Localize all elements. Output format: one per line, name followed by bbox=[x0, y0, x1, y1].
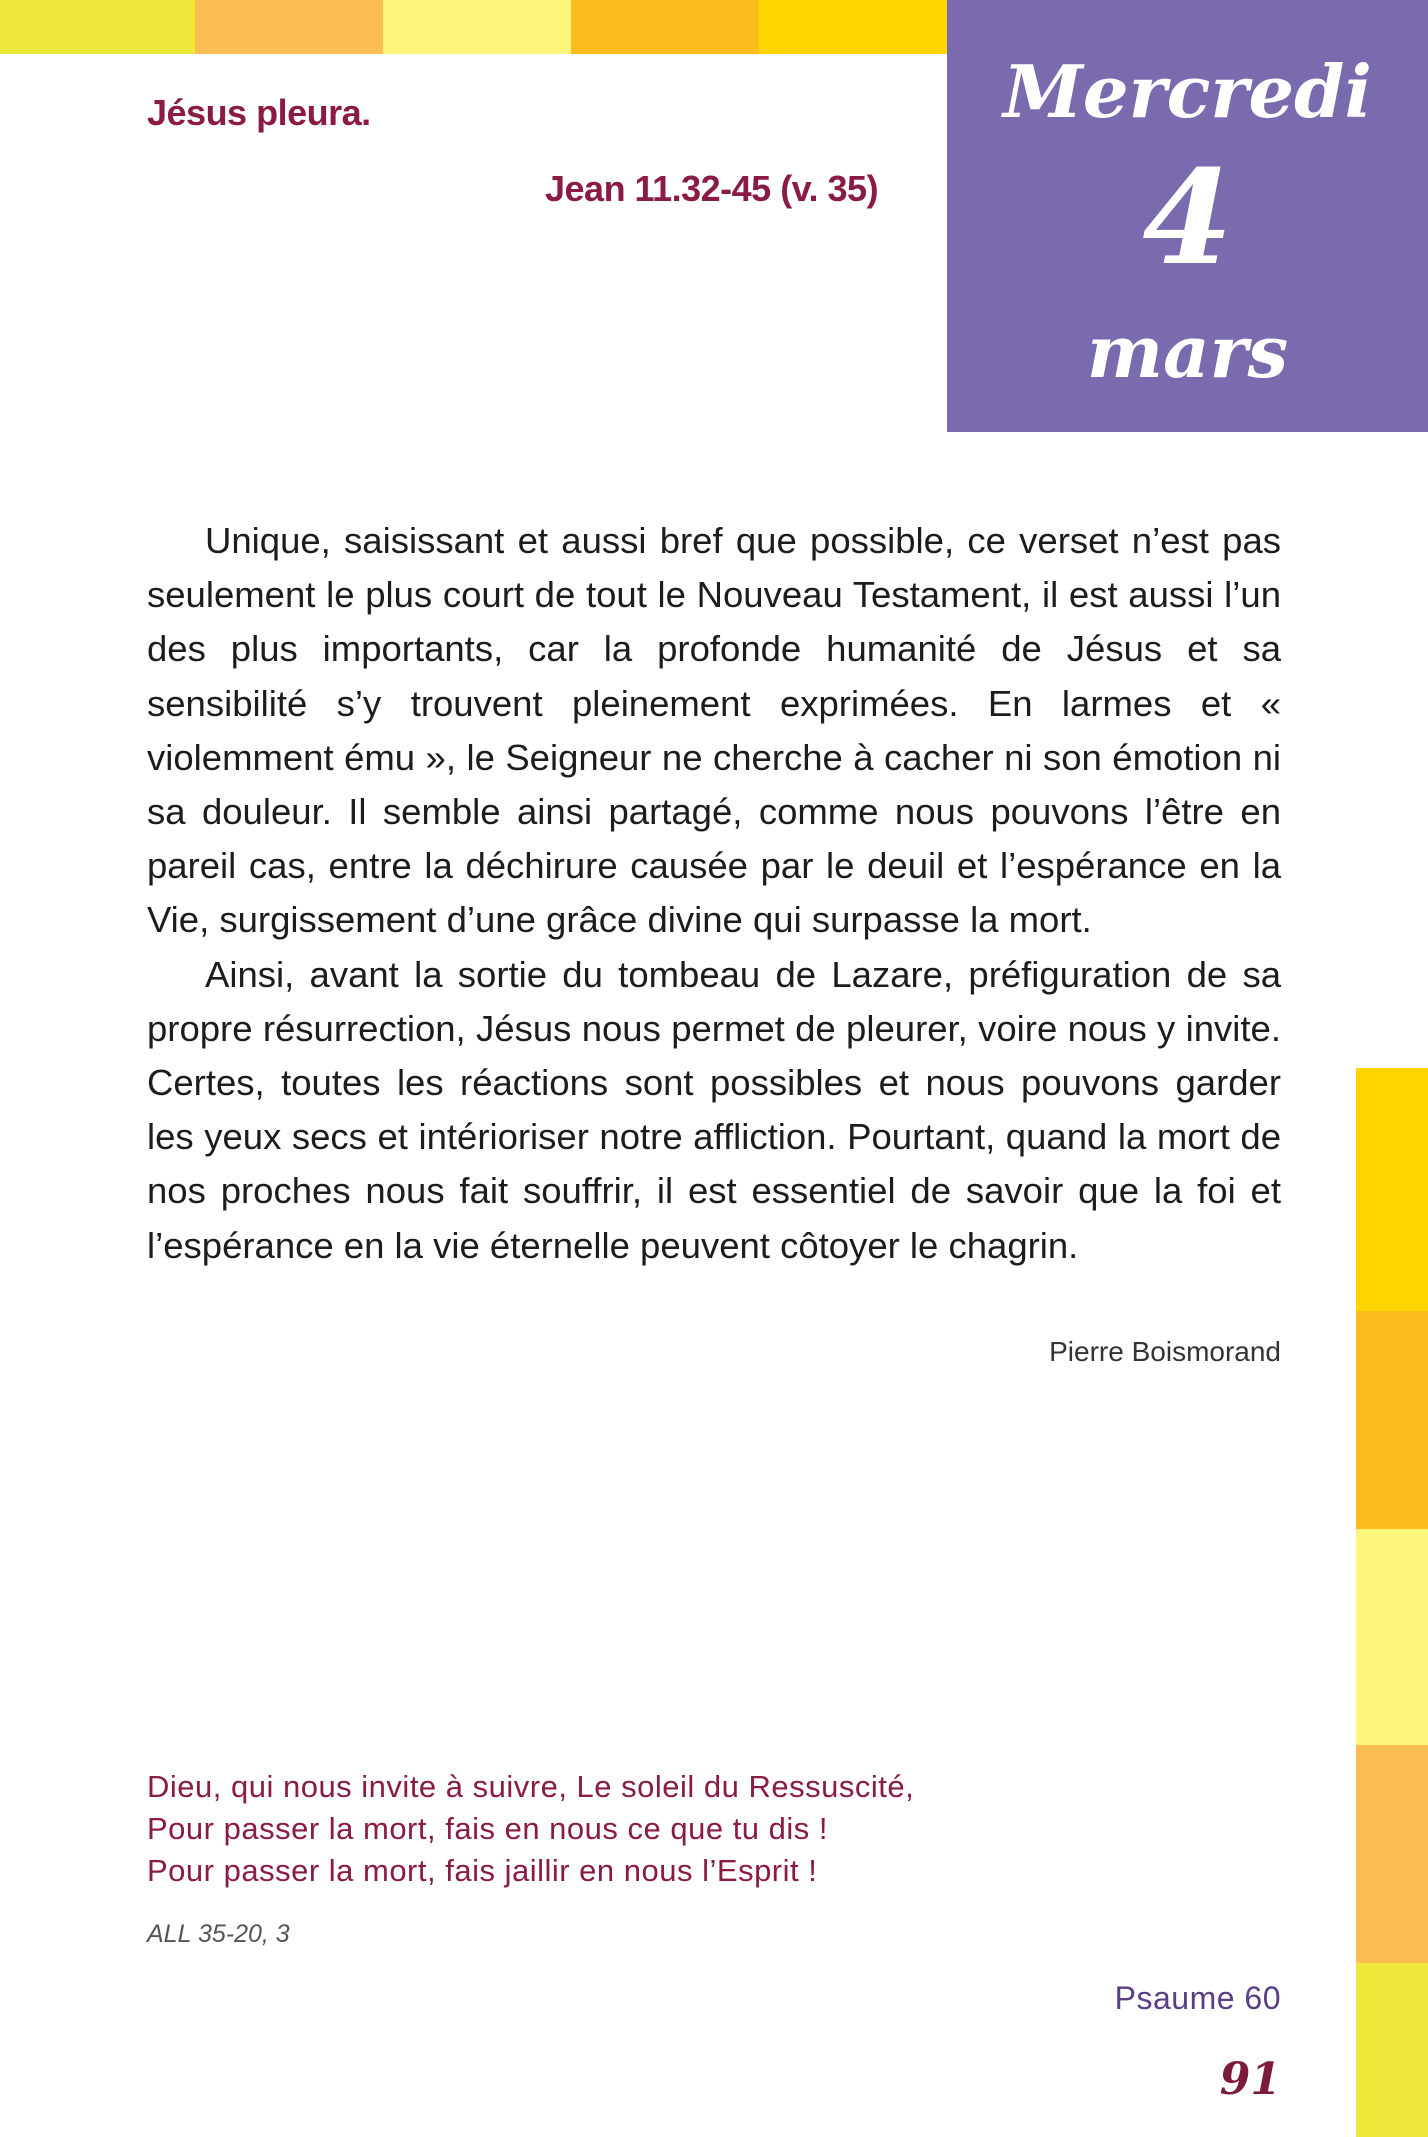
date-box bbox=[947, 0, 1428, 432]
date-month: mars bbox=[1086, 309, 1289, 394]
prayer-block bbox=[147, 1766, 914, 1892]
top-color-strip-3 bbox=[383, 0, 571, 54]
top-color-strip-2 bbox=[195, 0, 383, 54]
verse-text: Jésus pleura. bbox=[147, 92, 371, 133]
date-day: 4 bbox=[1142, 141, 1233, 294]
top-color-strip-1 bbox=[0, 0, 195, 54]
meditation-paragraph-2: Ainsi, avant la sortie du tombeau de Lazare, préfiguration de sa propre résurrection, Jésus nous permet de pleurer, voire nous y invite. Certes, toutes les réactions sont possibles et nous pouvons garder les yeux secs et intérioriser notre affliction. Pourtant, quand la mort de nos proches nous fait souffrir, il est essentiel de savoir que la foi et l’espérance en la vie éternelle peuvent côtoyer le chagrin. bbox=[147, 953, 1281, 1266]
side-color-strip-1 bbox=[1356, 1068, 1428, 1311]
meditation-text bbox=[147, 514, 1281, 1273]
prayer-line-2: Pour passer la mort, fais en nous ce que tu dis ! bbox=[147, 1811, 829, 1846]
date-weekday: Mercredi bbox=[1003, 49, 1372, 134]
page-number: 91 bbox=[1219, 2054, 1281, 2105]
side-color-strip-3 bbox=[1356, 1529, 1428, 1745]
side-color-strip-5 bbox=[1356, 1963, 1428, 2137]
prayer-line-3: Pour passer la mort, fais jaillir en nous l’Esprit ! bbox=[147, 1853, 818, 1888]
prayer-line-1: Dieu, qui nous invite à suivre, Le soleil du Ressuscité, bbox=[147, 1769, 915, 1804]
top-color-strip-5 bbox=[759, 0, 947, 54]
hymn-reference: ALL 35-20, 3 bbox=[147, 1920, 290, 1948]
top-color-strip-4 bbox=[571, 0, 759, 54]
psalm-reference: Psaume 60 bbox=[1114, 1980, 1281, 2016]
author-name: Pierre Boismorand bbox=[1049, 1336, 1281, 1367]
side-color-strip-4 bbox=[1356, 1745, 1428, 1963]
meditation-paragraph-1: Unique, saisissant et aussi bref que possible, ce verset n’est pas seulement le plus court de tout le Nouveau Testament, il est aussi l’un des plus importants, car la profonde humanité de Jésus et sa sensibilité s’y trouvent pleinement exprimées. En larmes et « violemment ému », le Seigneur ne cherche à cacher ni son émotion ni sa douleur. Il semble ainsi partagé, comme nous pouvons l’être en pareil cas, entre la déchirure causée par le deuil et l’espérance en la Vie, surgissement d’une grâce divine qui surpasse la mort. bbox=[147, 520, 1281, 941]
side-color-strip-2 bbox=[1356, 1311, 1428, 1529]
verse-reference: Jean 11.32-45 (v. 35) bbox=[545, 168, 879, 209]
